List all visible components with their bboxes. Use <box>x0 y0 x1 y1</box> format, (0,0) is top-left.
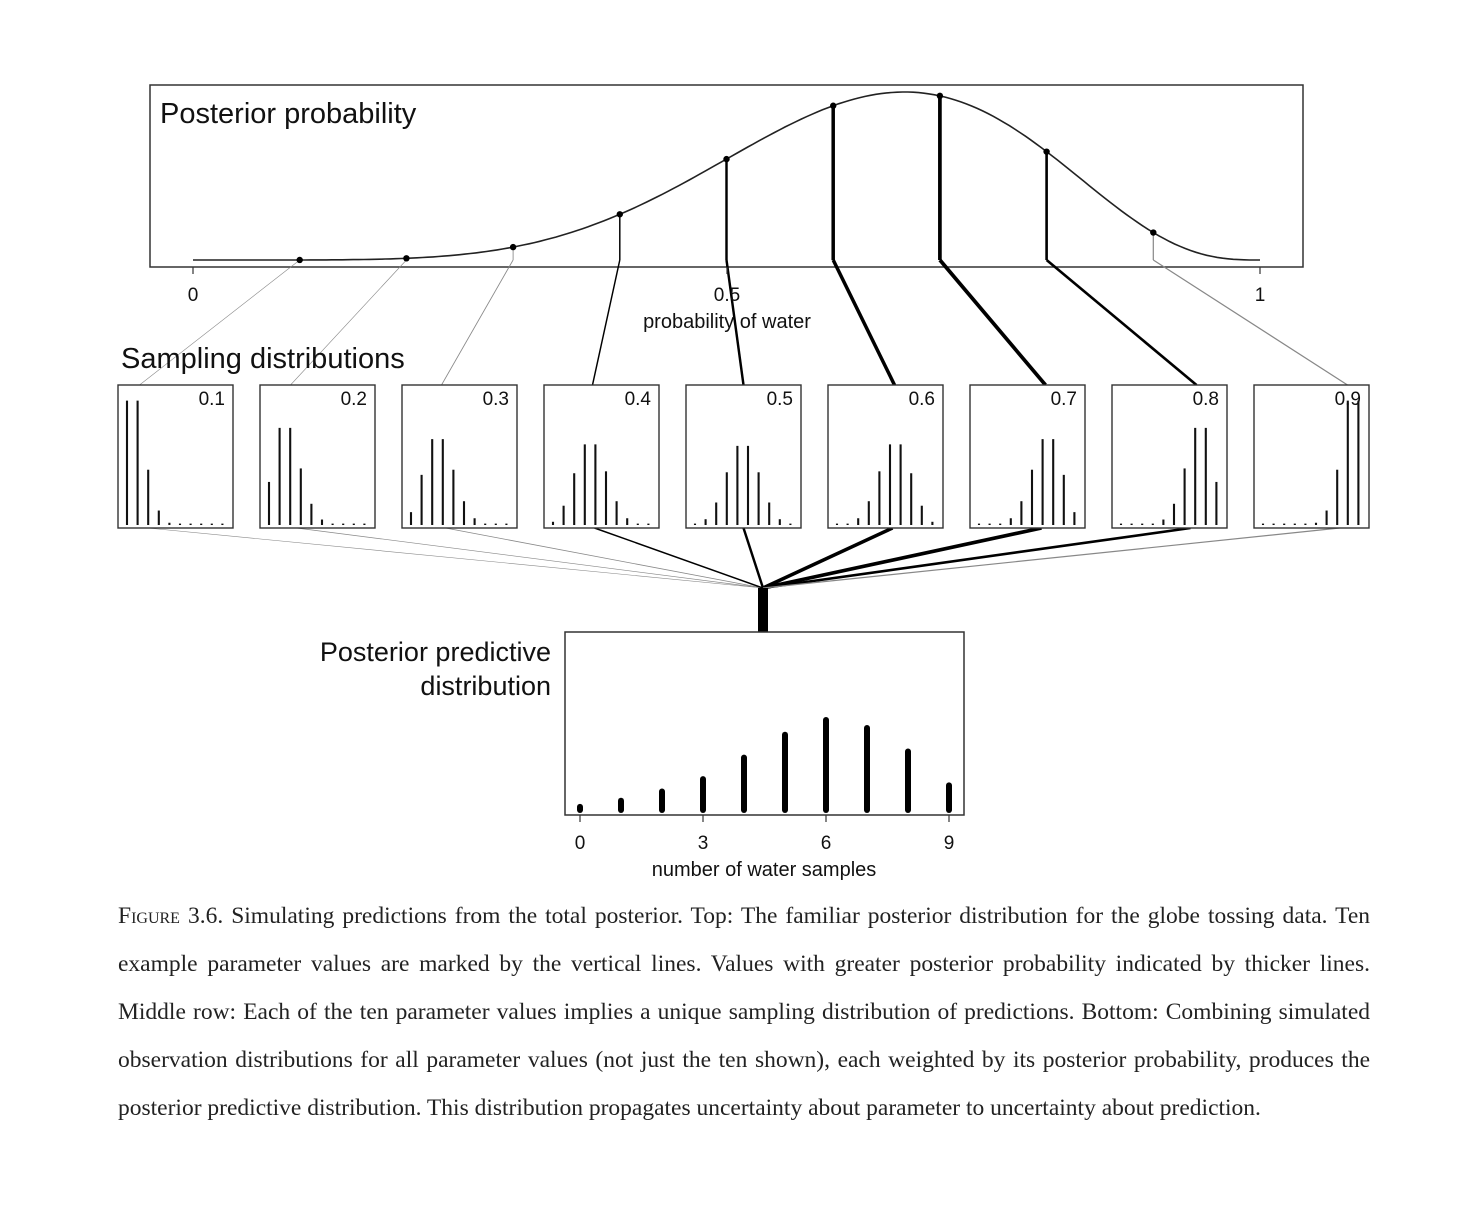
predictive-tick-label-3: 3 <box>697 833 709 854</box>
posterior-marker-point <box>1150 229 1156 235</box>
posterior-tick-label-0.5: 0.5 <box>713 285 741 306</box>
predictive-title-line2: distribution <box>420 671 551 701</box>
predictive-tick-label-0: 0 <box>574 833 586 854</box>
connector-bottom-line <box>148 528 764 588</box>
predictive-tick-label-9: 9 <box>943 833 955 854</box>
sampling-panel-label: 0.3 <box>482 389 509 410</box>
predictive-stem <box>758 588 768 632</box>
connector-top-line <box>593 260 620 385</box>
connector-bottom-line <box>595 528 764 588</box>
predictive-x-axis-label: number of water samples <box>651 859 877 880</box>
sampling-panel-label: 0.2 <box>340 389 367 410</box>
sampling-to-predictive-connectors <box>148 528 1340 588</box>
connector-top-line <box>833 260 894 385</box>
caption-figure-label: Figure 3.6. <box>118 903 224 929</box>
connector-bottom-line <box>446 528 764 588</box>
posterior-marker-point <box>297 257 303 263</box>
posterior-x-axis-label: probability of water <box>643 311 811 333</box>
caption-text: Simulating predictions from the total posterior. Top: The familiar posterior distribution for the globe tossing data. Ten example parameter values are marked by the vertical lines. Values with greater posterior probability indicated by thicker lines. Middle row: Each of the ten parameter values implies a unique sampling distribution of predictions. Bottom: Combining simulated observation distributions for all parameter values (not just the ten shown), each weighted by its posterior probability, produces the posterior predictive distribution. This distribution propagates uncertainty about parameter to uncertainty about prediction. <box>118 903 1371 1121</box>
sampling-panel-label: 0.6 <box>908 389 935 410</box>
posterior-tick-label-1: 1 <box>1254 285 1266 306</box>
posterior-marker-point <box>510 244 516 250</box>
connector-top-line <box>940 260 1046 385</box>
predictive-tick-label-6: 6 <box>820 833 832 854</box>
connector-bottom-line <box>297 528 764 588</box>
sampling-panel-label: 0.1 <box>198 389 225 410</box>
connector-top-line <box>1047 260 1197 385</box>
sampling-panel-label: 0.8 <box>1192 389 1219 410</box>
predictive-title-line1: Posterior predictive <box>319 637 551 667</box>
sampling-panel-label: 0.9 <box>1334 389 1361 410</box>
connector-bottom-line <box>763 528 1340 588</box>
connector-bottom-line <box>763 528 1042 588</box>
posterior-marker-point <box>403 255 409 261</box>
posterior-tick-label-0: 0 <box>187 285 199 306</box>
posterior-marker-point <box>937 93 943 99</box>
posterior-marker-point <box>830 103 836 109</box>
predictive-bars <box>580 720 949 810</box>
sampling-panel-label: 0.4 <box>624 389 651 410</box>
posterior-marker-point <box>1043 148 1049 154</box>
connector-bottom-line <box>744 528 764 588</box>
figure-caption <box>118 892 1370 1132</box>
sampling-title: Sampling distributions <box>121 343 405 375</box>
connector-top-line <box>1153 260 1347 385</box>
sampling-panels <box>118 385 1369 528</box>
sampling-panel-label: 0.5 <box>766 389 793 410</box>
posterior-marker-point <box>723 156 729 162</box>
posterior-markers <box>297 93 1157 263</box>
sampling-panel-label: 0.7 <box>1050 389 1077 410</box>
predictive-frame <box>565 632 964 815</box>
posterior-title: Posterior probability <box>160 98 417 130</box>
connector-top-line <box>442 260 514 385</box>
posterior-marker-point <box>617 211 623 217</box>
